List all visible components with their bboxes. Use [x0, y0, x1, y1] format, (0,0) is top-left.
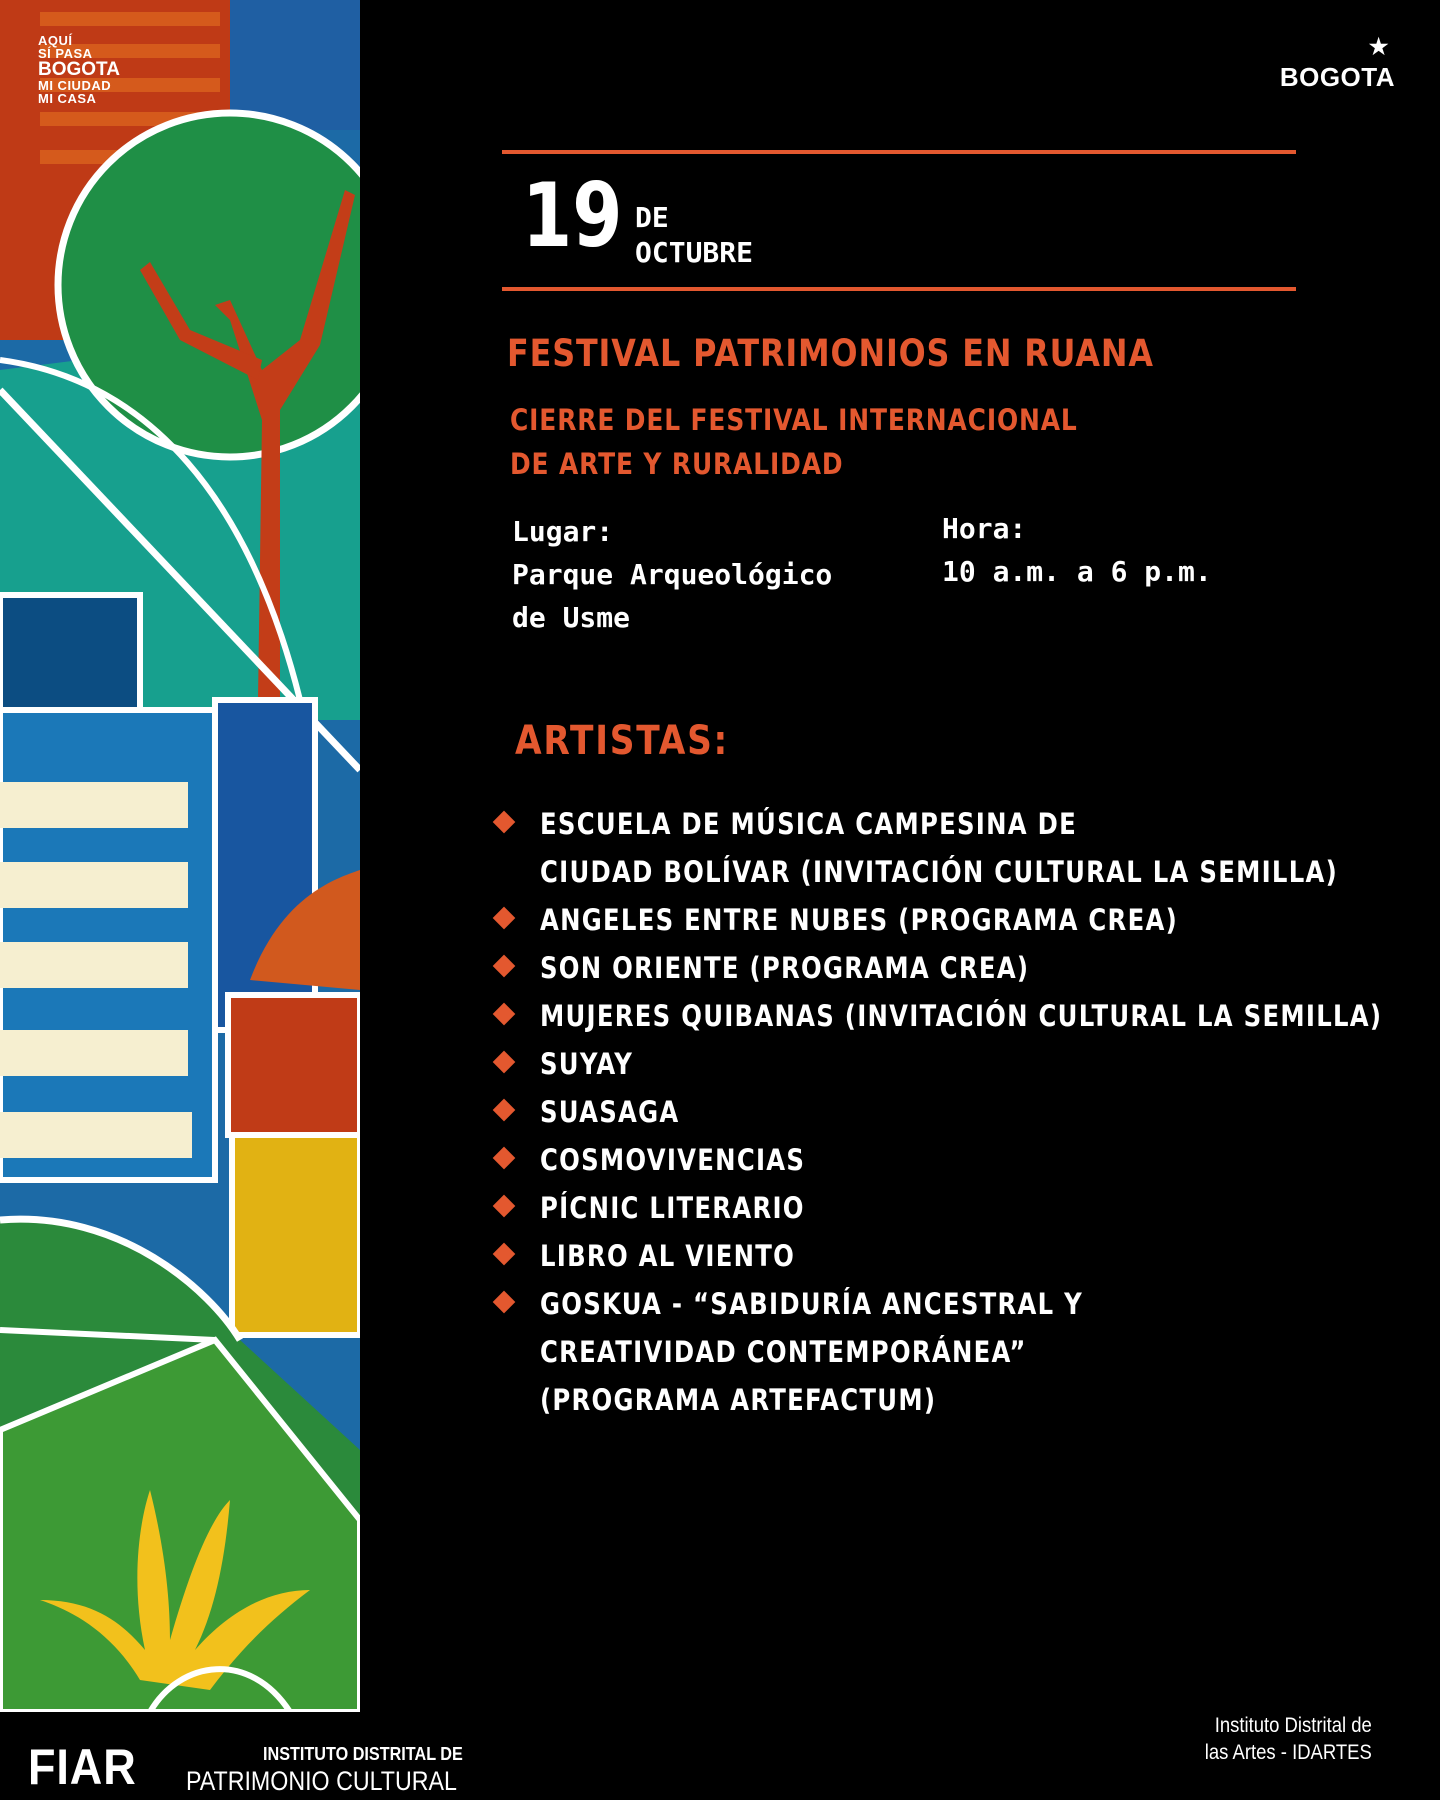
diamond-bullet-icon — [493, 1147, 516, 1170]
slogan-line: AQUÍ — [38, 33, 73, 48]
diamond-bullet-icon — [493, 811, 516, 834]
event-subtitle — [510, 398, 1078, 486]
artist-list — [492, 800, 1422, 1424]
diamond-bullet-icon — [493, 1003, 516, 1026]
artist-name-line: ANGELES ENTRE NUBES (PROGRAMA CREA) — [540, 903, 1178, 937]
artist-item — [492, 992, 1422, 1040]
artist-name-line: CREATIVIDAD CONTEMPORÁNEA” — [540, 1335, 1027, 1369]
place-value: de Usme — [512, 601, 631, 634]
event-place — [512, 510, 832, 639]
artist-name-line: CIUDAD BOLÍVAR (INVITACIÓN CULTURAL LA SEMILLA) — [540, 855, 1339, 889]
artist-item — [492, 1184, 1422, 1232]
diamond-bullet-icon — [493, 907, 516, 930]
artist-name-line: GOSKUA - “SABIDURÍA ANCESTRAL Y — [540, 1287, 1084, 1321]
event-time — [942, 507, 1212, 593]
subtitle-line: DE ARTE Y RURALIDAD — [510, 447, 844, 481]
diamond-bullet-icon — [493, 1291, 516, 1314]
city-slogan-logo — [38, 34, 120, 105]
slogan-line: MI CASA — [38, 91, 97, 106]
divider-top — [502, 150, 1296, 154]
diamond-bullet-icon — [493, 1195, 516, 1218]
artist-item — [492, 1040, 1422, 1088]
diamond-bullet-icon — [493, 1051, 516, 1074]
artist-item — [492, 896, 1422, 944]
artist-name-line: ESCUELA DE MÚSICA CAMPESINA DE — [540, 807, 1077, 841]
artist-name-line: LIBRO AL VIENTO — [540, 1239, 796, 1273]
star-icon: ★ — [1368, 34, 1389, 59]
artist-item — [492, 1088, 1422, 1136]
place-label: Lugar: — [512, 515, 614, 548]
diamond-bullet-icon — [493, 955, 516, 978]
artist-name-line: MUJERES QUIBANAS (INVITACIÓN CULTURAL LA SEMILLA) — [540, 999, 1383, 1033]
slogan-line: SÍ PASA — [38, 46, 93, 61]
artist-name-line: PÍCNIC LITERARIO — [540, 1191, 805, 1225]
bogota-logo — [1279, 34, 1395, 93]
time-label: Hora: — [942, 512, 1027, 545]
place-value: Parque Arqueológico — [512, 558, 833, 591]
event-month — [635, 200, 753, 270]
month-prefix: DE — [635, 201, 669, 234]
illustration-panel — [0, 0, 360, 1712]
diamond-bullet-icon — [493, 1099, 516, 1122]
event-day: 19 — [522, 164, 623, 267]
event-title: FESTIVAL PATRIMONIOS EN RUANA — [507, 332, 1154, 375]
institute-name-top: INSTITUTO DISTRITAL DE — [263, 1744, 463, 1764]
diamond-bullet-icon — [493, 1243, 516, 1266]
artist-name-line: SUASAGA — [540, 1095, 680, 1129]
idartes-line: las Artes - IDARTES — [1204, 1741, 1372, 1764]
artist-item — [492, 1280, 1422, 1424]
subtitle-line: CIERRE DEL FESTIVAL INTERNACIONAL — [510, 403, 1078, 437]
institute-name-bottom: PATRIMONIO CULTURAL — [186, 1766, 457, 1796]
artist-name-line: COSMOVIVENCIAS — [540, 1143, 806, 1177]
brand-text: BOGOTA — [1279, 62, 1395, 92]
month-name: OCTUBRE — [635, 236, 754, 269]
slogan-line: BOGOTA — [38, 59, 120, 80]
time-value: 10 a.m. a 6 p.m. — [942, 555, 1212, 588]
artist-name-line: SON ORIENTE (PROGRAMA CREA) — [540, 951, 1030, 985]
divider-bottom — [502, 287, 1296, 291]
fiar-logo-text: FIAR — [28, 1739, 137, 1795]
artist-item — [492, 944, 1422, 992]
slogan-line: MI CIUDAD — [38, 78, 112, 93]
idartes-logo — [1182, 1712, 1372, 1766]
artist-name-line: (PROGRAMA ARTEFACTUM) — [540, 1383, 937, 1417]
artist-item — [492, 1136, 1422, 1184]
artist-name-line: SUYAY — [540, 1047, 634, 1081]
idartes-line: Instituto Distrital de — [1214, 1714, 1372, 1737]
artist-item — [492, 1232, 1422, 1280]
artists-heading: ARTISTAS: — [515, 718, 730, 764]
artist-item — [492, 800, 1422, 896]
illustration-art — [0, 0, 360, 1712]
